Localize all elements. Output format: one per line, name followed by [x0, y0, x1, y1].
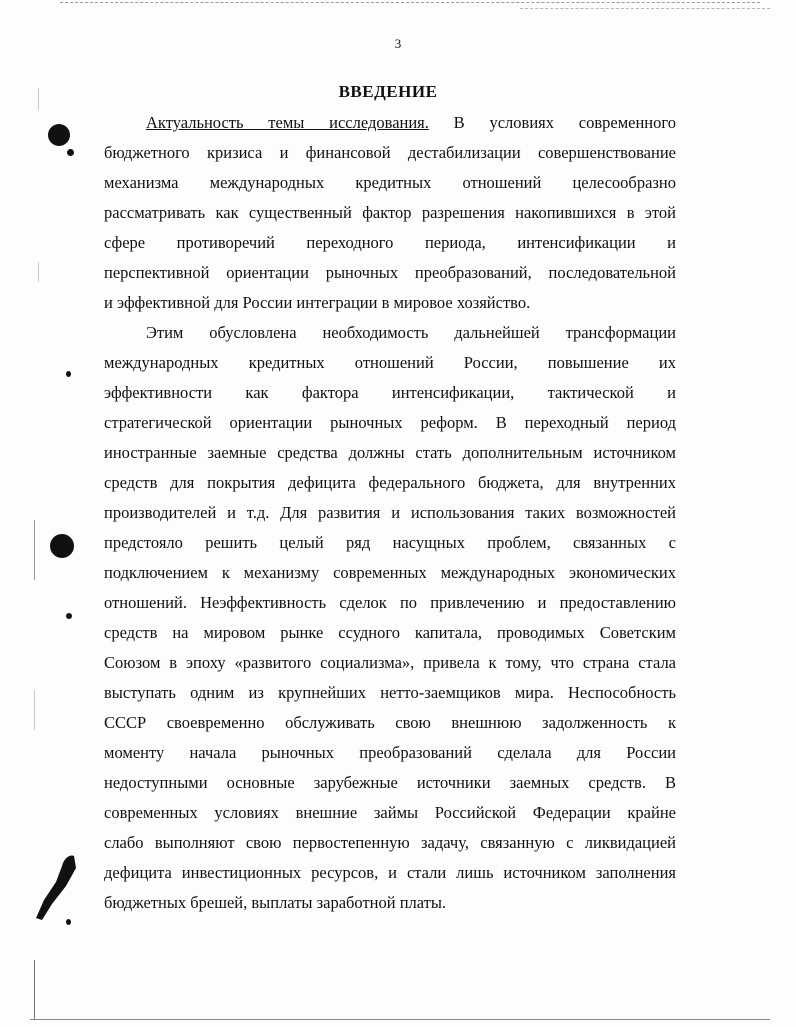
text-line: отношений. Неэффективность сделок по привлечению и предоставлению	[104, 593, 676, 612]
scan-artifact-left-edge	[38, 262, 39, 282]
speck-mark	[66, 371, 71, 377]
underlined-lead: Актуальность темы исследования.	[146, 113, 429, 132]
text-line: Этим обусловлена необходимость дальнейшей трансформации	[146, 323, 676, 342]
text-line: международных кредитных отношений России, повышение их	[104, 353, 676, 372]
scan-artifact-top-line	[60, 2, 760, 4]
text-line: слабо выполняют свою первостепенную задачу, связанную с ликвидацией	[104, 833, 676, 852]
punch-hole-mark	[48, 124, 70, 146]
text-line: бюджетного кризиса и финансовой дестабилизации совершенствование	[104, 143, 676, 162]
text-line: моменту начала рыночных преобразований сделала для России	[104, 743, 676, 762]
text-line: СССР своевременно обслуживать свою внешнюю задолженность к	[104, 713, 676, 732]
speck-mark	[66, 613, 72, 619]
text-line: современных условиях внешние займы Российской Федерации крайне	[104, 803, 676, 822]
speck-mark	[67, 149, 74, 156]
text-line: рассматривать как существенный фактор разрешения накопившихся в этой	[104, 203, 676, 222]
text-line: производителей и т.д. Для развития и использования таких возможностей	[104, 503, 676, 522]
text-line: предстояло решить целый ряд насущных проблем, связанных с	[104, 533, 676, 552]
body-text	[104, 108, 676, 918]
scan-smear-mark	[30, 852, 80, 924]
text-line: подключением к механизму современных международных экономических	[104, 563, 676, 582]
scan-artifact-left-edge	[34, 520, 35, 580]
text-line: стратегической ориентации рыночных реформ. В переходный период	[104, 413, 676, 432]
text-line: иностранные заемные средства должны стать дополнительным источником	[104, 443, 676, 462]
text-line: средств на мировом рынке ссудного капитала, проводимых Советским	[104, 623, 676, 642]
page-number: 3	[394, 36, 402, 51]
text-line: механизма международных кредитных отношений целесообразно	[104, 173, 676, 192]
scan-artifact-top-line-2	[520, 8, 770, 10]
scan-artifact-left-edge	[34, 960, 35, 1020]
text-line: дефицита инвестиционных ресурсов, и стали лишь источником заполнения	[104, 863, 676, 882]
scan-artifact-bottom-line	[30, 1019, 770, 1021]
text-line	[104, 108, 676, 138]
section-heading: ВВЕДЕНИЕ	[338, 82, 438, 101]
text-line: средств для покрытия дефицита федерального бюджета, для внутренних	[104, 473, 676, 492]
text-line: Союзом в эпоху «развитого социализма», привела к тому, что страна стала	[104, 653, 676, 672]
text-line: перспективной ориентации рыночных преобразований, последовательной	[104, 263, 676, 282]
line-rest: В условиях современного	[428, 113, 676, 132]
scan-artifact-left-edge	[34, 690, 35, 730]
text-line: бюджетных брешей, выплаты заработной платы.	[104, 893, 447, 912]
text-line: и эффективной для России интеграции в мировое хозяйство.	[104, 293, 531, 312]
text-line: недоступными основные зарубежные источники заемных средств. В	[104, 773, 676, 792]
text-line: сфере противоречий переходного периода, интенсификации и	[104, 233, 676, 252]
text-line: выступать одним из крупнейших нетто-заемщиков мира. Неспособность	[104, 683, 676, 702]
punch-hole-mark	[50, 534, 74, 558]
text-line: эффективности как фактора интенсификации, тактической и	[104, 383, 676, 402]
